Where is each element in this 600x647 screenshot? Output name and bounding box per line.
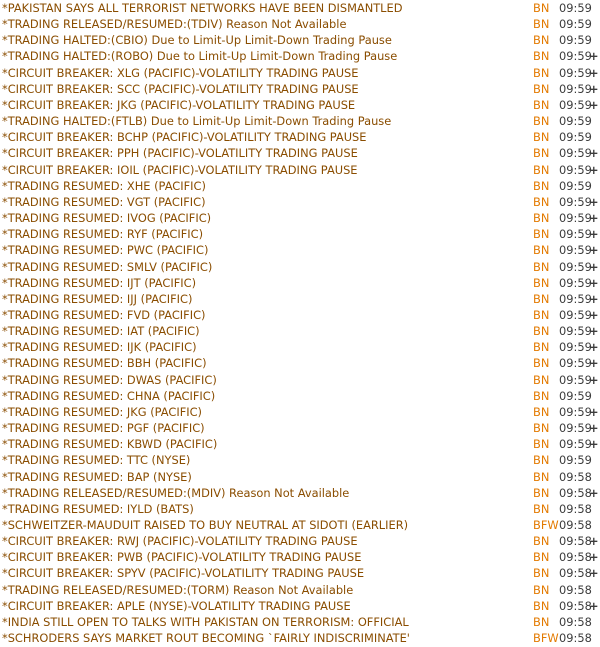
timestamp: 09:59	[559, 81, 592, 96]
headline-text[interactable]: *TRADING RELEASED/RESUMED:(TDIV) Reason Not Available	[2, 17, 347, 32]
more-stories-indicator[interactable]: +	[589, 65, 599, 80]
news-row[interactable]	[0, 210, 600, 226]
news-row[interactable]	[0, 113, 600, 129]
timestamp: 09:59	[559, 146, 592, 161]
source-code: BN	[533, 114, 550, 129]
more-stories-indicator[interactable]: +	[589, 227, 599, 242]
headline-text[interactable]: *CIRCUIT BREAKER: BCHP (PACIFIC)-VOLATILITY TRADING PAUSE	[2, 130, 367, 145]
source-code: BN	[533, 227, 550, 242]
news-row[interactable]	[0, 420, 600, 436]
headline-text[interactable]: *TRADING HALTED:(ROBO) Due to Limit-Up Limit-Down Trading Pause	[2, 49, 398, 64]
news-row[interactable]	[0, 162, 600, 178]
timestamp: 09:59	[559, 437, 592, 452]
timestamp: 09:59	[559, 243, 592, 258]
timestamp: 09:58	[559, 631, 592, 646]
news-row[interactable]	[0, 259, 600, 275]
headline-text[interactable]: *TRADING RESUMED: XHE (PACIFIC)	[2, 178, 206, 193]
news-row[interactable]	[0, 275, 600, 291]
news-row[interactable]	[0, 469, 600, 485]
headline-text[interactable]: *TRADING RESUMED: IJK (PACIFIC)	[2, 340, 197, 355]
source-code: BN	[533, 421, 550, 436]
source-code: BFW	[533, 631, 559, 646]
headline-text[interactable]: *CIRCUIT BREAKER: RWJ (PACIFIC)-VOLATILITY TRADING PAUSE	[2, 534, 358, 549]
headline-text[interactable]: *TRADING RESUMED: JKG (PACIFIC)	[2, 404, 203, 419]
headline-text[interactable]: *TRADING RESUMED: KBWD (PACIFIC)	[2, 437, 218, 452]
more-stories-indicator[interactable]: +	[589, 243, 599, 258]
news-row[interactable]	[0, 145, 600, 161]
headline-text[interactable]: *TRADING RELEASED/RESUMED:(MDIV) Reason Not Available	[2, 485, 350, 500]
source-code: BN	[533, 211, 550, 226]
timestamp: 09:58	[559, 614, 592, 629]
source-code: BN	[533, 372, 550, 387]
news-row[interactable]	[0, 452, 600, 468]
source-code: BN	[533, 356, 550, 371]
more-stories-indicator[interactable]: +	[589, 146, 599, 161]
news-row[interactable]	[0, 339, 600, 355]
headline-text[interactable]: *TRADING HALTED:(CBIO) Due to Limit-Up Limit-Down Trading Pause	[2, 33, 392, 48]
headline-text[interactable]: *CIRCUIT BREAKER: APLE (NYSE)-VOLATILITY TRADING PAUSE	[2, 598, 351, 613]
more-stories-indicator[interactable]: +	[589, 598, 599, 613]
headline-text[interactable]: *TRADING RESUMED: CHNA (PACIFIC)	[2, 388, 216, 403]
news-row[interactable]	[0, 533, 600, 549]
more-stories-indicator[interactable]: +	[589, 81, 599, 96]
news-row[interactable]	[0, 565, 600, 581]
news-row[interactable]	[0, 16, 600, 32]
more-stories-indicator[interactable]: +	[589, 534, 599, 549]
timestamp: 09:58	[559, 469, 592, 484]
source-code: BN	[533, 340, 550, 355]
source-code: BN	[533, 534, 550, 549]
news-row[interactable]	[0, 291, 600, 307]
timestamp: 09:59	[559, 194, 592, 209]
headline-text[interactable]: *CIRCUIT BREAKER: PPH (PACIFIC)-VOLATILITY TRADING PAUSE	[2, 146, 358, 161]
news-row[interactable]	[0, 307, 600, 323]
timestamp: 09:59	[559, 130, 592, 145]
news-row[interactable]	[0, 355, 600, 371]
timestamp: 09:59	[559, 178, 592, 193]
source-code: BN	[533, 469, 550, 484]
headline-text[interactable]: *TRADING RESUMED: SMLV (PACIFIC)	[2, 259, 213, 274]
source-code: BN	[533, 65, 550, 80]
news-row[interactable]	[0, 48, 600, 64]
source-code: BN	[533, 275, 550, 290]
source-code: BN	[533, 614, 550, 629]
source-code: BN	[533, 324, 550, 339]
more-stories-indicator[interactable]: +	[589, 404, 599, 419]
timestamp: 09:59	[559, 324, 592, 339]
source-code: BN	[533, 162, 550, 177]
news-row[interactable]	[0, 485, 600, 501]
timestamp: 09:59	[559, 211, 592, 226]
news-row[interactable]	[0, 178, 600, 194]
source-code: BN	[533, 97, 550, 112]
more-stories-indicator[interactable]: +	[589, 259, 599, 274]
source-code: BN	[533, 49, 550, 64]
more-stories-indicator[interactable]: +	[589, 550, 599, 565]
source-code: BN	[533, 1, 550, 15]
more-stories-indicator[interactable]: +	[589, 307, 599, 322]
headline-text[interactable]: *TRADING RESUMED: IJJ (PACIFIC)	[2, 291, 193, 306]
source-code: BN	[533, 33, 550, 48]
news-row[interactable]	[0, 129, 600, 145]
news-row[interactable]	[0, 517, 600, 533]
news-row[interactable]	[0, 372, 600, 388]
timestamp: 09:59	[559, 372, 592, 387]
timestamp: 09:59	[559, 162, 592, 177]
timestamp: 09:59	[559, 291, 592, 306]
news-row[interactable]	[0, 65, 600, 81]
headline-text[interactable]: *TRADING RESUMED: FVD (PACIFIC)	[2, 307, 206, 322]
source-code: BFW	[533, 518, 559, 532]
news-row[interactable]	[0, 242, 600, 258]
news-row[interactable]	[0, 598, 600, 614]
headline-text[interactable]: *TRADING RESUMED: BAP (NYSE)	[2, 469, 192, 484]
timestamp: 09:59	[559, 388, 592, 403]
headline-text[interactable]: *SCHWEITZER-MAUDUIT RAISED TO BUY NEUTRAL AT SIDOTI (EARLIER)	[2, 518, 409, 532]
timestamp: 09:59	[559, 340, 592, 355]
timestamp: 09:59	[559, 227, 592, 242]
headline-text[interactable]: *CIRCUIT BREAKER: JKG (PACIFIC)-VOLATILITY TRADING PAUSE	[2, 97, 356, 112]
headline-text[interactable]: *TRADING RESUMED: IVOG (PACIFIC)	[2, 211, 212, 226]
news-row[interactable]	[0, 0, 600, 16]
news-row[interactable]	[0, 630, 600, 646]
more-stories-indicator[interactable]: +	[589, 49, 599, 64]
more-stories-indicator[interactable]: +	[589, 194, 599, 209]
news-row[interactable]	[0, 582, 600, 598]
headline-text[interactable]: *TRADING RESUMED: RYF (PACIFIC)	[2, 227, 204, 242]
source-code: BN	[533, 550, 550, 565]
news-row[interactable]	[0, 194, 600, 210]
timestamp: 09:59	[559, 307, 592, 322]
headline-text[interactable]: *TRADING RESUMED: PWC (PACIFIC)	[2, 243, 209, 258]
source-code: BN	[533, 404, 550, 419]
source-code: BN	[533, 194, 550, 209]
timestamp: 09:59	[559, 49, 592, 64]
news-row[interactable]	[0, 97, 600, 113]
headline-text[interactable]: *PAKISTAN SAYS ALL TERRORIST NETWORKS HAVE BEEN DISMANTLED	[2, 1, 403, 15]
timestamp: 09:59	[559, 1, 592, 15]
source-code: BN	[533, 130, 550, 145]
source-code: BN	[533, 178, 550, 193]
news-row[interactable]	[0, 323, 600, 339]
more-stories-indicator[interactable]: +	[589, 421, 599, 436]
headline-text[interactable]: *TRADING RESUMED: IJT (PACIFIC)	[2, 275, 197, 290]
timestamp: 09:59	[559, 97, 592, 112]
source-code: BN	[533, 17, 550, 32]
more-stories-indicator[interactable]: +	[589, 566, 599, 581]
more-stories-indicator[interactable]: +	[589, 211, 599, 226]
timestamp: 09:58	[559, 518, 592, 532]
source-code: BN	[533, 437, 550, 452]
headline-text[interactable]: *CIRCUIT BREAKER: IOIL (PACIFIC)-VOLATILITY TRADING PAUSE	[2, 162, 358, 177]
news-row[interactable]	[0, 404, 600, 420]
more-stories-indicator[interactable]: +	[589, 340, 599, 355]
source-code: BN	[533, 598, 550, 613]
headline-text[interactable]: *SCHRODERS SAYS MARKET ROUT BECOMING `FAIRLY INDISCRIMINATE'	[2, 631, 410, 646]
timestamp: 09:59	[559, 453, 592, 468]
headline-text[interactable]: *CIRCUIT BREAKER: PWB (PACIFIC)-VOLATILITY TRADING PAUSE	[2, 550, 362, 565]
source-code: BN	[533, 582, 550, 597]
source-code: BN	[533, 146, 550, 161]
more-stories-indicator[interactable]: +	[589, 485, 599, 500]
more-stories-indicator[interactable]: +	[589, 162, 599, 177]
timestamp: 09:58	[559, 566, 592, 581]
timestamp: 09:58	[559, 534, 592, 549]
more-stories-indicator[interactable]: +	[589, 97, 599, 112]
headline-text[interactable]: *TRADING RELEASED/RESUMED:(TORM) Reason Not Available	[2, 582, 354, 597]
news-row[interactable]	[0, 501, 600, 517]
more-stories-indicator[interactable]: +	[589, 275, 599, 290]
source-code: BN	[533, 388, 550, 403]
news-row[interactable]	[0, 436, 600, 452]
source-code: BN	[533, 81, 550, 96]
headline-text[interactable]: *TRADING RESUMED: VGT (PACIFIC)	[2, 194, 206, 209]
timestamp: 09:58	[559, 582, 592, 597]
source-code: BN	[533, 453, 550, 468]
news-row[interactable]	[0, 549, 600, 565]
more-stories-indicator[interactable]: +	[589, 356, 599, 371]
timestamp: 09:59	[559, 356, 592, 371]
timestamp: 09:58	[559, 485, 592, 500]
more-stories-indicator[interactable]: +	[589, 291, 599, 306]
news-row[interactable]	[0, 32, 600, 48]
headline-text[interactable]: *TRADING RESUMED: DWAS (PACIFIC)	[2, 372, 217, 387]
timestamp: 09:59	[559, 17, 592, 32]
news-row[interactable]	[0, 226, 600, 242]
source-code: BN	[533, 501, 550, 516]
news-row[interactable]	[0, 81, 600, 97]
headline-text[interactable]: *TRADING RESUMED: PGF (PACIFIC)	[2, 421, 205, 436]
timestamp: 09:59	[559, 114, 592, 129]
more-stories-indicator[interactable]: +	[589, 437, 599, 452]
timestamp: 09:58	[559, 501, 592, 516]
headline-text[interactable]: *CIRCUIT BREAKER: XLG (PACIFIC)-VOLATILITY TRADING PAUSE	[2, 65, 359, 80]
timestamp: 09:59	[559, 33, 592, 48]
timestamp: 09:58	[559, 550, 592, 565]
timestamp: 09:59	[559, 65, 592, 80]
news-row[interactable]	[0, 388, 600, 404]
timestamp: 09:58	[559, 598, 592, 613]
timestamp: 09:59	[559, 421, 592, 436]
more-stories-indicator[interactable]: +	[589, 324, 599, 339]
headline-text[interactable]: *TRADING HALTED:(FTLB) Due to Limit-Up Limit-Down Trading Pause	[2, 114, 392, 129]
source-code: BN	[533, 243, 550, 258]
source-code: BN	[533, 291, 550, 306]
timestamp: 09:59	[559, 259, 592, 274]
source-code: BN	[533, 259, 550, 274]
headline-text[interactable]: *TRADING RESUMED: IYLD (BATS)	[2, 501, 194, 516]
source-code: BN	[533, 307, 550, 322]
timestamp: 09:59	[559, 404, 592, 419]
headline-text[interactable]: *CIRCUIT BREAKER: SPYV (PACIFIC)-VOLATILITY TRADING PAUSE	[2, 566, 365, 581]
headline-text[interactable]: *TRADING RESUMED: BBH (PACIFIC)	[2, 356, 207, 371]
news-row[interactable]	[0, 614, 600, 630]
source-code: BN	[533, 566, 550, 581]
more-stories-indicator[interactable]: +	[589, 372, 599, 387]
headline-text[interactable]: *TRADING RESUMED: IAT (PACIFIC)	[2, 324, 200, 339]
headline-text[interactable]: *CIRCUIT BREAKER: SCC (PACIFIC)-VOLATILITY TRADING PAUSE	[2, 81, 359, 96]
source-code: BN	[533, 485, 550, 500]
headline-text[interactable]: *INDIA STILL OPEN TO TALKS WITH PAKISTAN ON TERRORISM: OFFICIAL	[2, 614, 409, 629]
timestamp: 09:59	[559, 275, 592, 290]
headline-text[interactable]: *TRADING RESUMED: TTC (NYSE)	[2, 453, 191, 468]
